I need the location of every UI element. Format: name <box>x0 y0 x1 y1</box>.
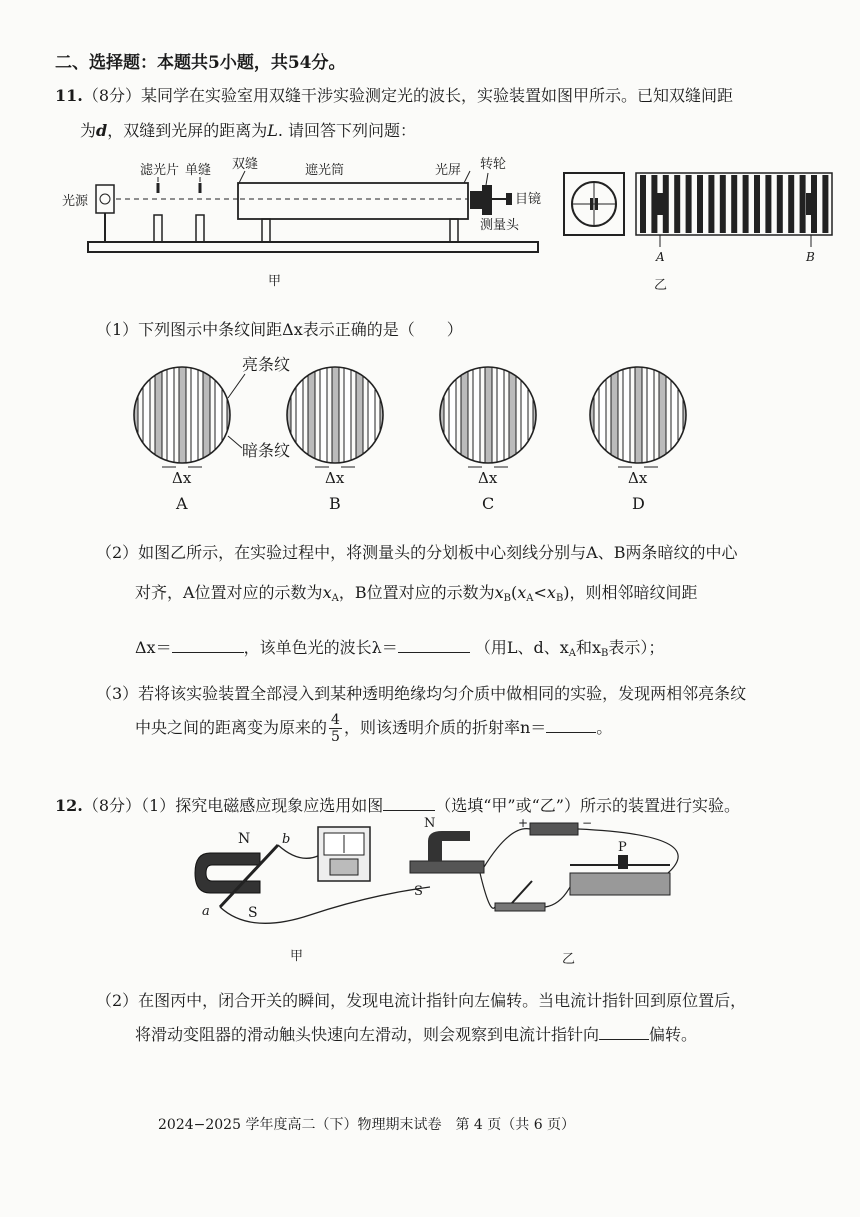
label-s-jia: S <box>248 905 258 921</box>
label-n-jia: N <box>238 831 251 847</box>
fringe-option-a[interactable] <box>131 367 234 513</box>
page-footer: 2024−2025 学年度高二（下）物理期末试卷 第 4 页（共 6 页） <box>158 1117 576 1133</box>
fringe-option-d[interactable] <box>587 367 690 513</box>
dx-label: Δx <box>172 469 192 487</box>
label-s-yi: S <box>414 884 423 899</box>
label-minus: − <box>582 816 593 830</box>
dark-fringe-bar <box>777 175 783 233</box>
dark-fringe-bar <box>743 175 749 233</box>
dark-fringe-bar <box>674 175 680 233</box>
measurement-figure-yi <box>560 165 850 295</box>
section-title: 二、选择题：本题共5小题，共54分。 <box>55 53 346 73</box>
dark-fringe-bar <box>720 175 726 233</box>
label-p: P <box>618 840 627 855</box>
double-slit-apparatus-diagram <box>60 155 560 290</box>
label-b: b <box>282 832 291 847</box>
label-bright-fringe: 亮条纹 <box>242 355 291 374</box>
label-n-yi: N <box>424 816 436 831</box>
option-letter: D <box>632 494 645 513</box>
electromagnetic-induction-figures <box>190 815 810 965</box>
fringe-options <box>130 350 750 525</box>
fringe-option-c[interactable] <box>437 367 540 513</box>
dark-fringe-bar <box>765 175 771 233</box>
fig-yi-label-q12: 乙 <box>562 952 576 965</box>
dark-fringe-bar <box>800 175 806 233</box>
label-a: a <box>202 904 210 919</box>
dx-label: Δx <box>628 469 648 487</box>
fig-jia-label: 甲 <box>268 274 282 289</box>
label-double-slit: 双缝 <box>232 157 259 172</box>
q11-part1: （1）下列图示中条纹间距Δx表示正确的是（ ） <box>96 320 463 339</box>
answer-blank-dx[interactable] <box>172 638 244 653</box>
fig-jia-label-q12: 甲 <box>290 949 304 964</box>
answer-blank-wavelength[interactable] <box>398 638 470 653</box>
label-plus: + <box>518 816 529 830</box>
option-letter: A <box>176 494 188 513</box>
q11-intro-line2: 为d，双缝到光屏的距离为L. 请回答下列问题： <box>80 121 417 140</box>
dark-fringe-bar <box>788 175 794 233</box>
option-letter: B <box>329 494 341 513</box>
fig-yi-label: 乙 <box>654 278 668 293</box>
dark-fringe-bar <box>708 175 714 233</box>
dark-fringe-bar <box>822 175 828 233</box>
answer-blank-deflection[interactable] <box>599 1025 649 1040</box>
dx-label: Δx <box>478 469 498 487</box>
q11-part2-line1: （2）如图乙所示，在实验过程中，将测量头的分划板中心刻线分别与A、B两条暗纹的中心 <box>96 543 738 562</box>
q12-part1: 12.（8分）（1）探究电磁感应现象应选用如图 （选填“甲”或“乙”）所示的装置进行实验。 <box>55 796 740 815</box>
label-filter: 滤光片 <box>140 163 180 178</box>
label-dark-fringe: 暗条纹 <box>242 441 291 460</box>
q11-part2-line3: Δx＝ ，该单色光的波长λ＝ （用L、d、$x_A$和$x_B$表示）； <box>135 638 665 659</box>
label-screen: 光屏 <box>435 163 462 178</box>
fringe-option-b[interactable] <box>284 367 387 513</box>
q11-part3-line2: 中央之间的距离变为原来的 $\frac{4}{5}$ ，则该透明介质的折射率n＝ 。 <box>135 712 613 745</box>
dark-fringe-bar <box>731 175 737 233</box>
q12-part2-line2: 将滑动变阻器的滑动触头快速向左滑动，则会观察到电流计指针向 偏转。 <box>135 1025 698 1044</box>
label-measuring-head: 测量头 <box>480 218 520 233</box>
q11-part2-line2: 对齐，A位置对应的示数为$x_A$，B位置对应的示数为$x_B(x_A<x_B)$，则相邻暗纹间距 <box>135 583 698 604</box>
dark-fringe-bar <box>686 175 692 233</box>
dark-fringe-bar <box>754 175 760 233</box>
option-letter: C <box>482 494 495 513</box>
label-tube: 遮光筒 <box>305 163 345 178</box>
answer-blank-refractive-index[interactable] <box>546 718 596 733</box>
label-light-source: 光源 <box>62 194 89 209</box>
answer-blank-figure-choice[interactable] <box>383 796 435 811</box>
label-wheel: 转轮 <box>480 157 507 172</box>
mark-a: A <box>656 250 665 264</box>
dark-fringe-bar <box>697 175 703 233</box>
dx-label: Δx <box>325 469 345 487</box>
mark-b: B <box>806 250 815 264</box>
label-single-slit: 单缝 <box>185 163 212 178</box>
q11-intro-line1: 11.（8分）某同学在实验室用双缝干涉实验测定光的波长，实验装置如图甲所示。已知双缝间距 <box>55 86 734 105</box>
fringe-strip <box>640 175 828 233</box>
q11-part3-line1: （3）若将该实验装置全部浸入到某种透明绝缘均匀介质中做相同的实验，发现两相邻亮条纹 <box>96 684 747 703</box>
label-eyepiece: 目镜 <box>515 192 542 207</box>
q12-part2-line1: （2）在图丙中，闭合开关的瞬间，发现电流计指针向左偏转。当电流计指针回到原位置后， <box>96 991 747 1010</box>
dark-fringe-bar <box>640 175 646 233</box>
